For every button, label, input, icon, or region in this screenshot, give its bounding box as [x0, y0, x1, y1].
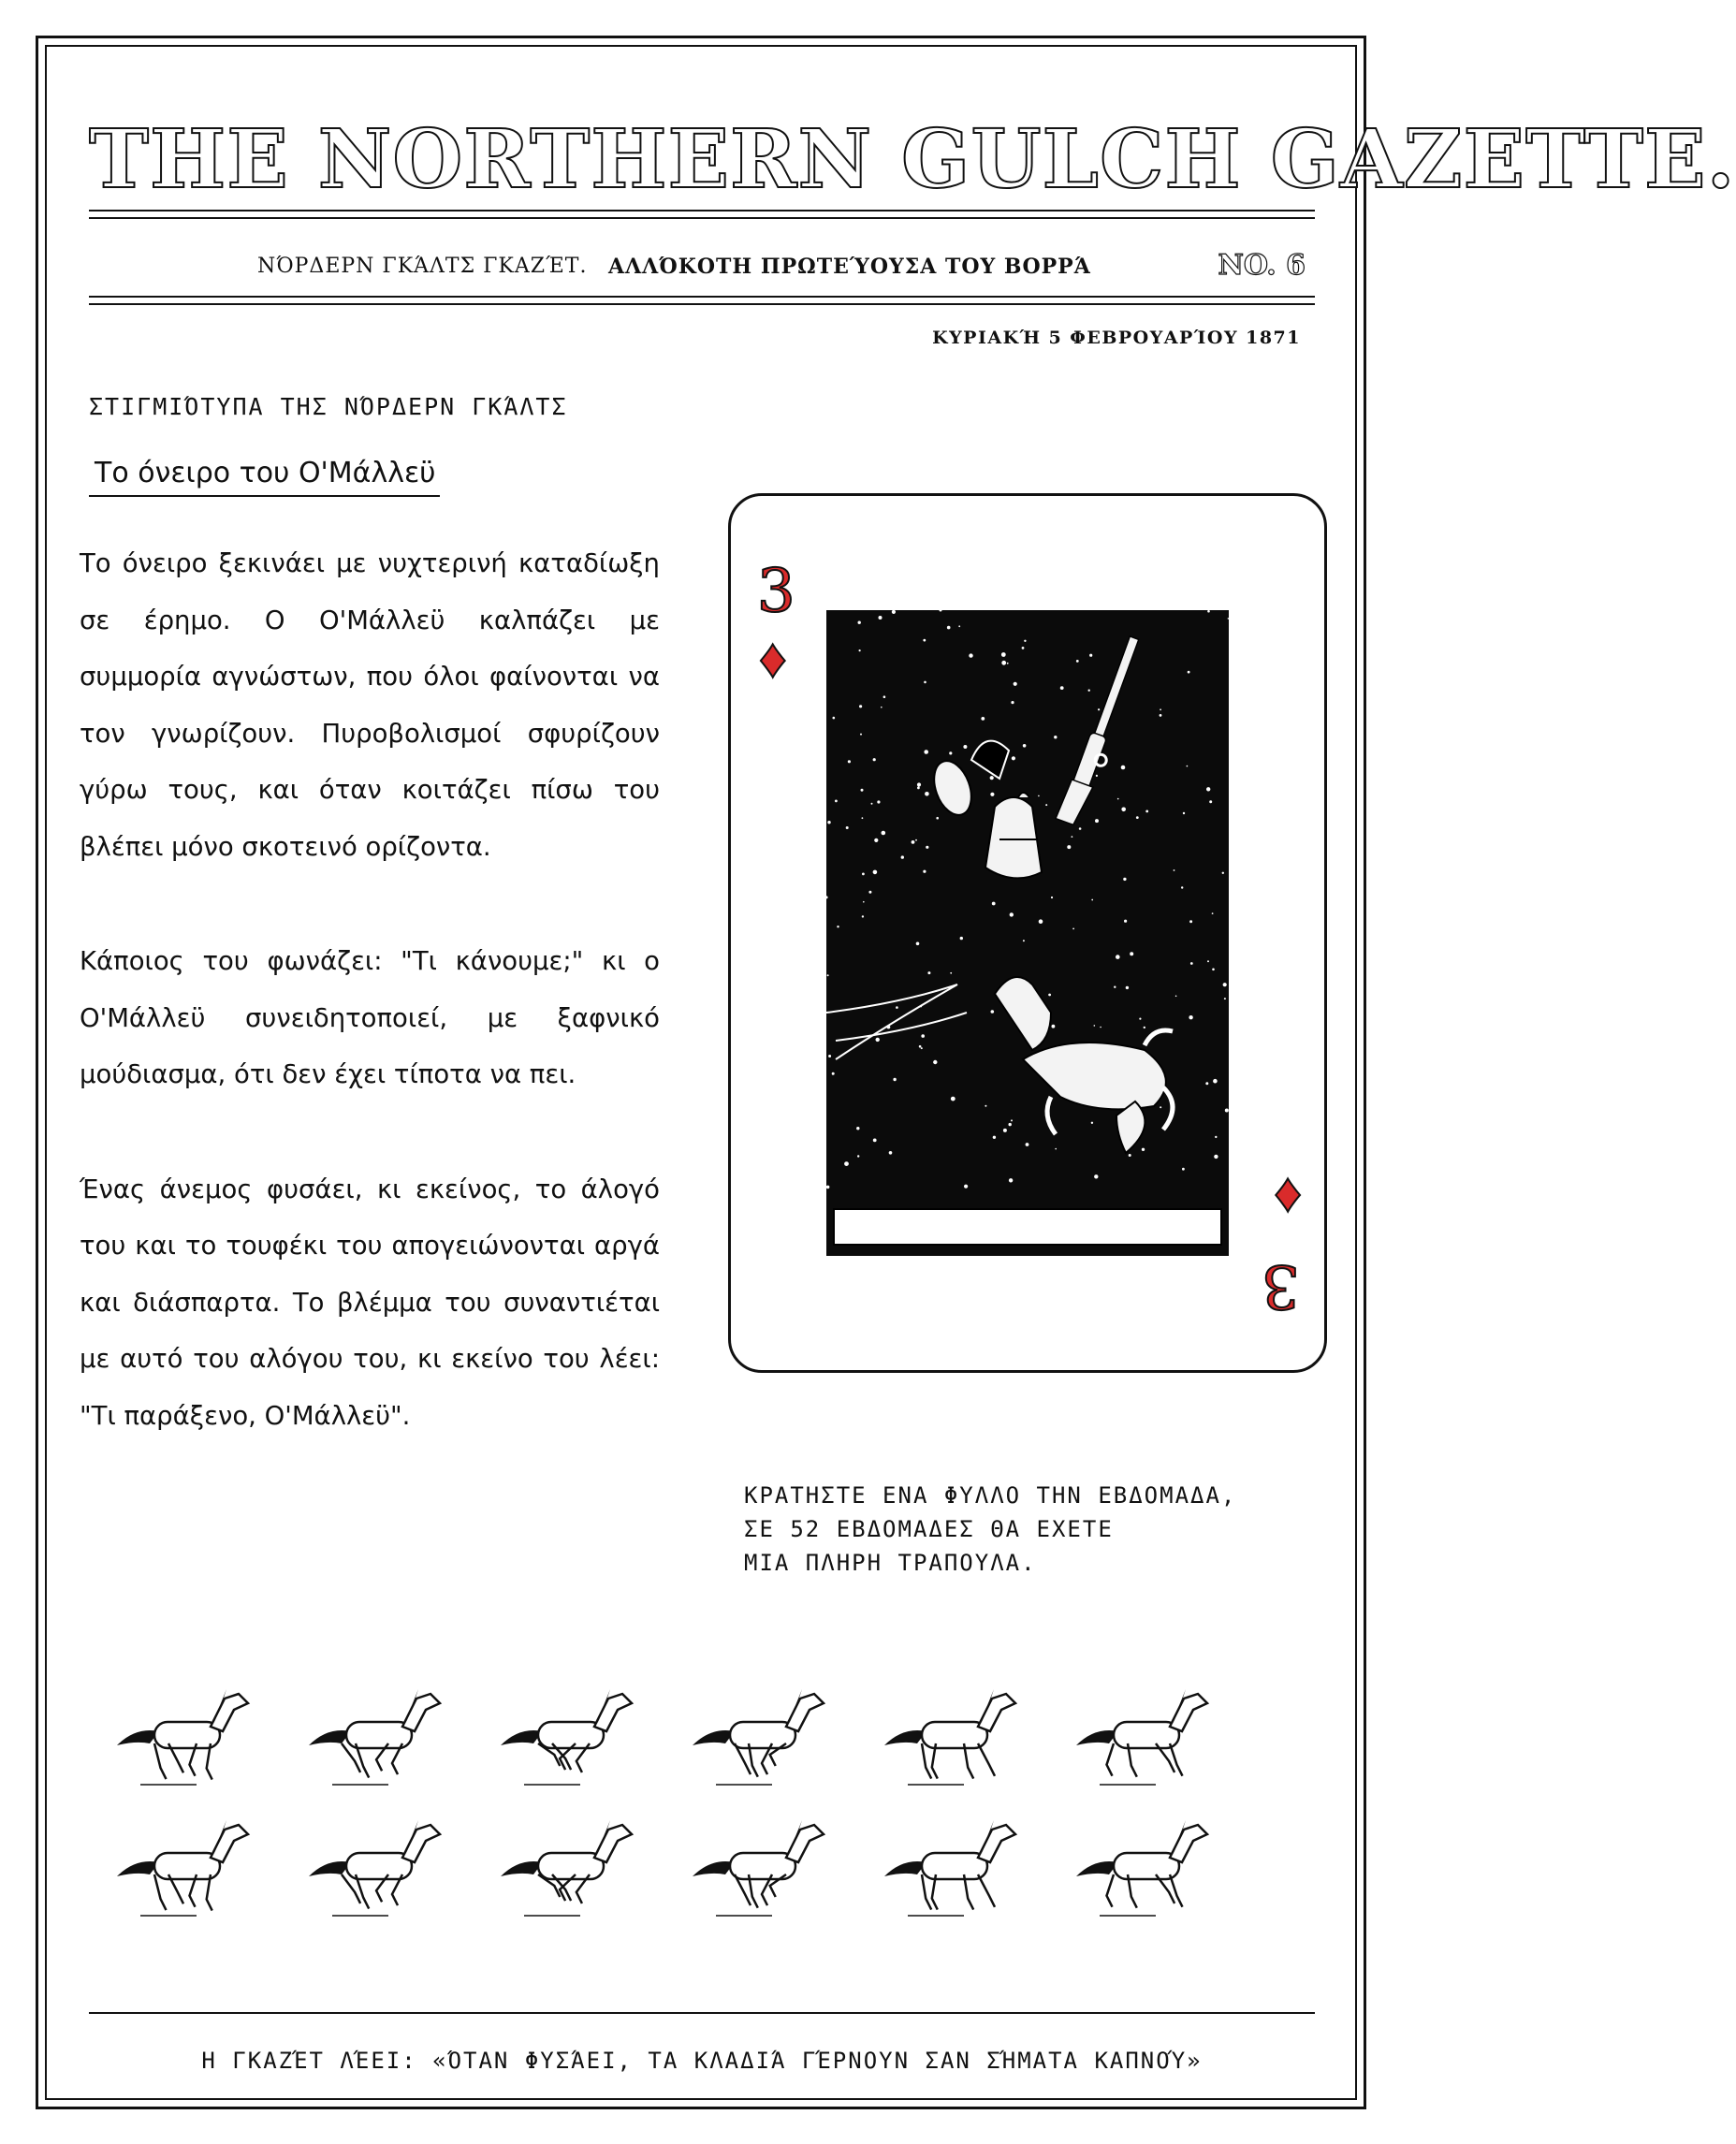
- star-dot: [1012, 756, 1015, 760]
- star-dot: [1100, 1027, 1101, 1028]
- star-dot: [1009, 1123, 1012, 1126]
- star-dot: [921, 1047, 923, 1049]
- star-dot: [915, 839, 917, 841]
- star-dot: [1088, 690, 1090, 692]
- star-dot: [1213, 1079, 1218, 1084]
- masthead-subline: [89, 249, 1315, 288]
- card-rank-top: 3: [757, 557, 795, 626]
- star-dot: [990, 776, 994, 780]
- star-dot: [862, 873, 865, 876]
- star-dot: [873, 1139, 877, 1143]
- article-paragraph: Το όνειρο ξεκινάει με νυχτερινή καταδίωξη σε έρημο. Ο Ο'Μάλλεϋ καλπάζει με συμμορία αγνώστων, που όλοι φαίνονται να τον γνωρίζουν. Πυροβολισμοί σφυρίζουν γύρω τους, και όταν κοιτάζει πίσω του βλέπει μόνο σκοτεινό ορίζοντα.: [80, 548, 660, 862]
- star-dot: [1182, 1168, 1185, 1171]
- star-dot: [993, 1136, 996, 1139]
- masthead-title: THE NORTHERN GULCH GAZETTE.: [89, 112, 1736, 207]
- masthead-subtitle: ΝΌΡΔΕΡΝ ΓΚΆΛΤΣ ΓΚΑΖΈΤ.: [257, 255, 588, 278]
- star-dot: [947, 626, 951, 630]
- star-dot: [1175, 996, 1177, 998]
- star-dot: [1214, 1155, 1218, 1159]
- star-dot: [1207, 960, 1209, 962]
- star-dot: [860, 734, 862, 736]
- star-dot: [826, 1186, 830, 1189]
- masthead-rule: [89, 217, 1315, 219]
- star-dot: [877, 800, 880, 803]
- star-dot: [1026, 1143, 1029, 1146]
- star-dot: [893, 1078, 896, 1081]
- star-dot: [827, 974, 829, 976]
- star-dot: [925, 792, 929, 796]
- article-body: [80, 535, 660, 1502]
- star-dot: [1007, 663, 1009, 664]
- caption-line: ΣΕ 52 ΕΒΔΟΜΑΔΕΣ ΘΑ ΕΧΕΤΕ: [744, 1516, 1114, 1542]
- star-dot: [1160, 708, 1161, 710]
- star-dot: [916, 942, 920, 946]
- star-dot: [1072, 836, 1073, 838]
- caption-line: ΜΙΑ ΠΛΗΡΗ ΤΡΑΠΟΥΛΑ.: [744, 1550, 1037, 1576]
- star-dot: [1024, 640, 1026, 642]
- star-dot: [1051, 897, 1053, 898]
- card-caption: [744, 1479, 1343, 1580]
- star-dot: [1001, 652, 1006, 657]
- caption-line: ΚΡΑΤΗΣΤΕ ΕΝΑ ΦΥΛΛΟ ΤΗΝ ΕΒΔΟΜΑΔΑ,: [744, 1482, 1237, 1509]
- star-dot: [828, 1055, 831, 1057]
- star-dot: [1209, 800, 1212, 803]
- star-dot: [923, 639, 926, 642]
- star-dot: [992, 902, 996, 906]
- star-dot: [933, 1060, 937, 1064]
- issue-date: ΚΥΡΙΑΚΉ 5 ΦΕΒΡΟΥΑΡΊΟΥ 1871: [932, 328, 1301, 348]
- star-dot: [923, 870, 926, 873]
- star-dot: [960, 937, 963, 940]
- star-dot: [832, 1072, 835, 1075]
- star-dot: [1126, 986, 1129, 989]
- star-dot: [919, 1045, 922, 1048]
- horse-frame: [884, 1820, 1015, 1916]
- star-dot: [1142, 1148, 1145, 1151]
- star-dot: [1136, 816, 1139, 819]
- star-dot: [981, 717, 985, 721]
- star-dot: [871, 803, 873, 805]
- star-dot: [1145, 810, 1148, 813]
- star-dot: [1054, 736, 1057, 738]
- star-dot: [879, 616, 883, 620]
- star-dot: [1055, 1148, 1057, 1150]
- star-dot: [892, 610, 896, 614]
- star-dot: [912, 840, 915, 844]
- star-dot: [1091, 899, 1093, 901]
- star-dot: [1001, 661, 1006, 665]
- star-dot: [1014, 682, 1017, 686]
- star-dot: [876, 1038, 880, 1042]
- masthead-tagline: ΑΛΛΌΚΟΤΗ ΠΡΩΤΕΎΟΥΣΑ ΤΟΥ ΒΟΡΡΆ: [608, 255, 1091, 279]
- star-dot: [1023, 940, 1025, 941]
- star-dot: [969, 653, 972, 657]
- star-dot: [859, 705, 862, 707]
- horse-frame: [1076, 1689, 1207, 1785]
- star-dot: [926, 846, 928, 849]
- star-dot: [1072, 928, 1074, 930]
- star-dot: [1187, 766, 1189, 767]
- star-dot: [862, 915, 864, 917]
- star-dot: [873, 870, 878, 875]
- diamond-icon: ♦: [759, 628, 787, 689]
- horse-frame: [309, 1820, 440, 1916]
- star-dot: [924, 681, 926, 684]
- star-dot: [1094, 1174, 1098, 1178]
- star-dot: [1010, 912, 1014, 916]
- star-dot: [1048, 994, 1051, 997]
- star-dot: [883, 695, 886, 698]
- star-dot: [1224, 998, 1226, 999]
- star-dot: [1228, 618, 1230, 620]
- star-dot: [1052, 1025, 1056, 1028]
- star-dot: [868, 891, 871, 894]
- card-rank-bottom: 3: [1262, 1251, 1300, 1320]
- star-dot: [825, 896, 828, 898]
- star-dot: [1096, 775, 1098, 777]
- horse-frame: [309, 1689, 440, 1785]
- horse-frame: [693, 1820, 824, 1916]
- star-dot: [863, 901, 865, 903]
- star-dot: [936, 817, 939, 820]
- star-dot: [1095, 819, 1099, 823]
- horse-frame: [1076, 1820, 1207, 1916]
- star-dot: [901, 855, 904, 858]
- star-dot: [889, 1151, 893, 1155]
- star-dot: [1038, 795, 1040, 797]
- star-dot: [951, 1097, 956, 1101]
- star-dot: [846, 826, 849, 829]
- star-dot: [827, 821, 830, 824]
- horse-frame: [501, 1820, 632, 1916]
- star-dot: [837, 926, 839, 927]
- star-dot: [857, 1155, 859, 1157]
- star-dot: [991, 1010, 995, 1014]
- star-dot: [1022, 647, 1025, 649]
- star-dot: [990, 793, 994, 796]
- star-dot: [1067, 845, 1071, 849]
- star-dot: [1039, 919, 1043, 924]
- star-dot: [833, 717, 836, 720]
- star-dot: [896, 1006, 898, 1009]
- star-dot: [1190, 962, 1193, 965]
- star-dot: [924, 750, 928, 754]
- star-dot: [1114, 986, 1116, 988]
- star-dot: [881, 707, 883, 708]
- star-dot: [917, 787, 920, 790]
- star-dot: [856, 1127, 859, 1130]
- star-dot: [1207, 610, 1210, 613]
- star-dot: [985, 1105, 986, 1107]
- star-dot: [1189, 920, 1192, 923]
- star-dot: [858, 621, 861, 624]
- star-dot: [1094, 1025, 1096, 1027]
- star-dot: [1121, 766, 1126, 770]
- subline-rule: [89, 296, 1315, 298]
- diamond-icon: ♦: [1274, 1162, 1302, 1223]
- star-dot: [1160, 714, 1162, 717]
- star-dot: [1060, 686, 1064, 690]
- star-dot: [874, 839, 878, 842]
- star-dot: [1139, 1018, 1141, 1020]
- issue-number: NO. 6: [1218, 249, 1306, 282]
- star-dot: [1206, 787, 1210, 791]
- star-dot: [848, 760, 851, 763]
- star-dot: [861, 789, 864, 792]
- star-dot: [1117, 798, 1119, 800]
- footer-rule: [89, 2012, 1315, 2014]
- star-dot: [1223, 983, 1227, 986]
- star-dot: [1212, 912, 1214, 914]
- star-dot: [1222, 872, 1224, 874]
- section-heading: ΣΤΙΓΜΙΌΤΥΠΑ ΤΗΣ ΝΌΡΔΕΡΝ ΓΚΆΛΤΣ: [89, 393, 568, 420]
- article-paragraph: Ένας άνεμος φυσάει, κι εκείνος, το άλογό του και το τουφέκι του απογειώνονται αργά και διάσπαρτα. Το βλέμμα του συναντιέται με αυτό του αλόγου του, κι εκείνο του λέει: "Τι παράξενο, Ο'Μάλλεϋ".: [80, 1174, 660, 1431]
- star-dot: [1023, 744, 1027, 748]
- star-dot: [940, 609, 942, 612]
- star-dot: [1129, 1154, 1131, 1157]
- horse-frame: [693, 1689, 824, 1785]
- star-dot: [1076, 660, 1079, 663]
- horse-frame: [884, 1689, 1015, 1785]
- star-dot: [921, 1034, 925, 1038]
- footer-quote: Η ΓΚΑΖΈΤ ΛΈΕΙ: «ΌΤΑΝ ΦΥΣΆΕΙ, ΤΑ ΚΛΑΔΙΆ ΓΈΡΝΟΥΝ ΣΑΝ ΣΉΜΑΤΑ ΚΑΠΝΟΎ»: [201, 2048, 1203, 2074]
- star-dot: [859, 649, 861, 651]
- star-dot: [1205, 1082, 1208, 1085]
- star-dot: [1225, 1109, 1229, 1113]
- star-dot: [1011, 1119, 1013, 1121]
- star-dot: [873, 758, 876, 761]
- star-dot: [927, 971, 930, 974]
- subline-rule: [89, 303, 1315, 305]
- horse-motion-sequence: [140, 1680, 1310, 1923]
- star-dot: [1160, 1106, 1161, 1108]
- star-dot: [882, 831, 886, 836]
- star-dot: [1144, 1027, 1145, 1028]
- masthead-rule: [89, 210, 1315, 211]
- star-dot: [958, 625, 960, 627]
- star-dot: [1124, 920, 1127, 923]
- card-illustration: [826, 610, 1229, 1256]
- star-dot: [1212, 969, 1215, 971]
- star-dot: [1098, 708, 1100, 710]
- star-dot: [1045, 804, 1047, 806]
- star-dot: [964, 1185, 968, 1189]
- star-dot: [963, 745, 967, 749]
- star-dot: [1215, 1136, 1217, 1138]
- star-dot: [844, 1161, 849, 1166]
- star-dot: [1189, 1015, 1192, 1019]
- star-dot: [1130, 952, 1133, 955]
- star-dot: [1009, 1178, 1013, 1182]
- article-title: Το όνειρο του Ο'Μάλλεϋ: [89, 457, 440, 497]
- playing-card: [728, 493, 1327, 1373]
- star-dot: [1123, 878, 1126, 881]
- star-dot: [917, 782, 921, 786]
- star-dot: [1089, 654, 1092, 657]
- star-dot: [1121, 808, 1126, 812]
- star-dot: [1091, 1122, 1093, 1124]
- article-paragraph: Κάποιος του φωνάζει: "Τι κάνουμε;" κι ο Ο'Μάλλεϋ συνειδητοποιεί, με ξαφνικό μούδιασμα, ότι δεν έχει τίποτα να πει.: [80, 946, 660, 1089]
- star-dot: [1174, 869, 1175, 871]
- star-dot: [1181, 886, 1183, 888]
- star-dot: [835, 800, 838, 803]
- star-dot: [1003, 1129, 1007, 1132]
- star-dot: [1079, 827, 1082, 830]
- horse-frame: [501, 1689, 632, 1785]
- star-dot: [949, 751, 952, 754]
- star-dot: [1183, 812, 1185, 814]
- star-dot: [862, 817, 864, 819]
- star-dot: [950, 972, 952, 974]
- star-dot: [1188, 671, 1190, 674]
- star-dot: [1011, 701, 1014, 704]
- star-dot: [1116, 955, 1120, 959]
